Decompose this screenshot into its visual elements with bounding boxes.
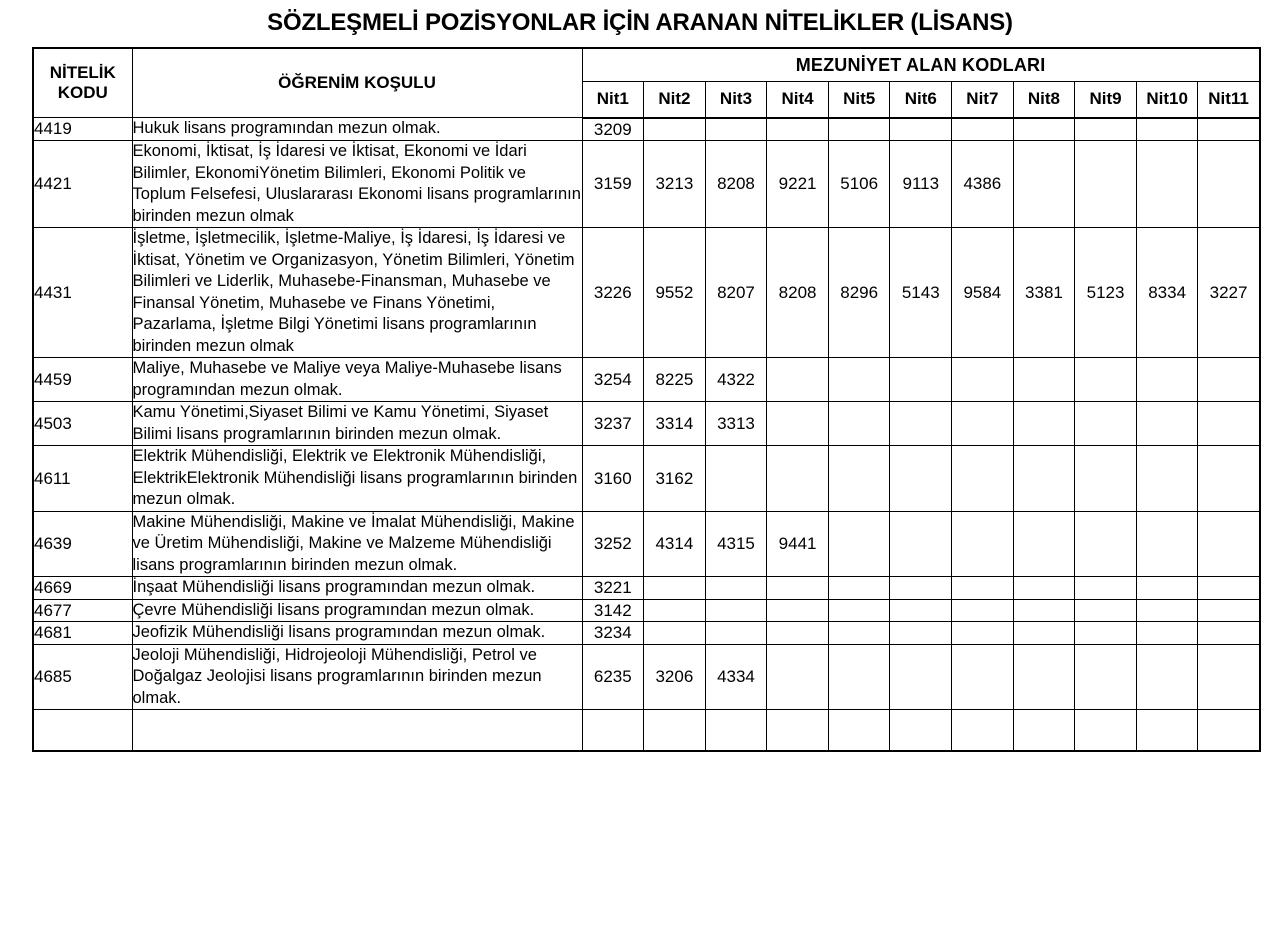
cell-nit3: 8207 bbox=[705, 228, 767, 358]
cell-nit10 bbox=[1136, 644, 1198, 710]
cell-nit8: 3381 bbox=[1013, 228, 1075, 358]
table-row bbox=[33, 599, 1260, 622]
cell-nit3 bbox=[705, 118, 767, 141]
table-row bbox=[33, 446, 1260, 512]
header-nit11: Nit11 bbox=[1198, 82, 1260, 118]
cell-nit11 bbox=[1198, 599, 1260, 622]
header-nit1: Nit1 bbox=[582, 82, 644, 118]
cell-nit7: 9584 bbox=[952, 228, 1014, 358]
table-row bbox=[33, 358, 1260, 402]
page-title: SÖZLEŞMELİ POZİSYONLAR İÇİN ARANAN NİTELİKLER (LİSANS) bbox=[267, 9, 1013, 36]
cell-nit1: 3142 bbox=[582, 599, 644, 622]
table-row bbox=[33, 511, 1260, 577]
cell-nit5 bbox=[828, 599, 890, 622]
header-nit4: Nit4 bbox=[767, 82, 829, 118]
cell-nit1: 3209 bbox=[582, 118, 644, 141]
cell-nit3: 3313 bbox=[705, 402, 767, 446]
cell-nit9 bbox=[1075, 511, 1137, 577]
header-nit9: Nit9 bbox=[1075, 82, 1137, 118]
cell-nit7 bbox=[952, 577, 1014, 600]
cell-nit7 bbox=[952, 402, 1014, 446]
cell-nitelik-kodu: 4639 bbox=[33, 511, 132, 577]
table-row bbox=[33, 577, 1260, 600]
cell-ogrenim-kosulu: Maliye, Muhasebe ve Maliye veya Maliye-Muhasebe lisans programından mezun olmak. bbox=[132, 358, 582, 402]
cell-nit5: 5106 bbox=[828, 141, 890, 228]
cell-nit6: 5143 bbox=[890, 228, 952, 358]
qualifications-table-container bbox=[32, 47, 1259, 752]
cell-nit4 bbox=[767, 644, 829, 710]
cell-nitelik-kodu bbox=[33, 710, 132, 752]
cell-nit5: 8296 bbox=[828, 228, 890, 358]
cell-nit6 bbox=[890, 358, 952, 402]
cell-nit10 bbox=[1136, 599, 1198, 622]
cell-nit4 bbox=[767, 599, 829, 622]
cell-nit2: 8225 bbox=[644, 358, 706, 402]
cell-nit5 bbox=[828, 710, 890, 752]
cell-nit9: 5123 bbox=[1075, 228, 1137, 358]
cell-nit8 bbox=[1013, 402, 1075, 446]
cell-nit6 bbox=[890, 644, 952, 710]
cell-nit9 bbox=[1075, 710, 1137, 752]
cell-ogrenim-kosulu: İşletme, İşletmecilik, İşletme-Maliye, İş İdaresi, İş İdaresi ve İktisat, Yönetim ve Organizasyon, Yönetim Bilimleri, Yönetim Bilimleri ve Liderlik, Muhasebe-Finansman, Muhasebe ve Finansal Yönetim, Muhasebe ve Finans Yönetimi, Pazarlama, İşletme Bilgi Yönetimi lisans programlarının birinden mezun olmak bbox=[132, 228, 582, 358]
cell-nit7 bbox=[952, 118, 1014, 141]
cell-nit4 bbox=[767, 402, 829, 446]
table-body bbox=[33, 118, 1260, 752]
table-row bbox=[33, 118, 1260, 141]
header-nitelik-kodu-line2: KODU bbox=[57, 83, 108, 102]
cell-nit3 bbox=[705, 622, 767, 645]
cell-nit8 bbox=[1013, 577, 1075, 600]
cell-nit1: 3252 bbox=[582, 511, 644, 577]
cell-ogrenim-kosulu: Kamu Yönetimi,Siyaset Bilimi ve Kamu Yönetimi, Siyaset Bilimi lisans programlarının birinden mezun olmak. bbox=[132, 402, 582, 446]
header-nit8: Nit8 bbox=[1013, 82, 1075, 118]
cell-nit1: 3226 bbox=[582, 228, 644, 358]
cell-nit6 bbox=[890, 622, 952, 645]
cell-nit6: 9113 bbox=[890, 141, 952, 228]
cell-nit2: 4314 bbox=[644, 511, 706, 577]
cell-nit10 bbox=[1136, 622, 1198, 645]
header-nit10: Nit10 bbox=[1136, 82, 1198, 118]
cell-nit3 bbox=[705, 577, 767, 600]
cell-nit2 bbox=[644, 118, 706, 141]
cell-nit9 bbox=[1075, 141, 1137, 228]
cell-nit1: 3159 bbox=[582, 141, 644, 228]
cell-nit2: 3162 bbox=[644, 446, 706, 512]
cell-nit3 bbox=[705, 710, 767, 752]
cell-nit6 bbox=[890, 511, 952, 577]
cell-nit2 bbox=[644, 710, 706, 752]
cell-nit5 bbox=[828, 118, 890, 141]
cell-nit11 bbox=[1198, 446, 1260, 512]
cell-nit8 bbox=[1013, 644, 1075, 710]
cell-nit4 bbox=[767, 622, 829, 645]
cell-ogrenim-kosulu: Makine Mühendisliği, Makine ve İmalat Mühendisliği, Makine ve Üretim Mühendisliği, Makine ve Malzeme Mühendisliği lisans programlarının birinden mezun olmak. bbox=[132, 511, 582, 577]
cell-nit3: 4315 bbox=[705, 511, 767, 577]
cell-nit7 bbox=[952, 599, 1014, 622]
cell-nit11 bbox=[1198, 577, 1260, 600]
table-row bbox=[33, 710, 1260, 752]
cell-nitelik-kodu: 4681 bbox=[33, 622, 132, 645]
cell-nit10 bbox=[1136, 446, 1198, 512]
cell-nit1: 3234 bbox=[582, 622, 644, 645]
cell-nitelik-kodu: 4677 bbox=[33, 599, 132, 622]
cell-ogrenim-kosulu: Ekonomi, İktisat, İş İdaresi ve İktisat, Ekonomi ve İdari Bilimler, EkonomiYönetim Bilimleri, Ekonomi Politik ve Toplum Felsefesi, Uluslararası Ekonomi lisans programlarının birinden mezun olmak bbox=[132, 141, 582, 228]
cell-nit4 bbox=[767, 118, 829, 141]
cell-nit2: 9552 bbox=[644, 228, 706, 358]
cell-nit2: 3314 bbox=[644, 402, 706, 446]
cell-nit10 bbox=[1136, 710, 1198, 752]
cell-nit7 bbox=[952, 511, 1014, 577]
cell-nit10 bbox=[1136, 402, 1198, 446]
table-row bbox=[33, 622, 1260, 645]
cell-nit9 bbox=[1075, 358, 1137, 402]
cell-nit1: 3254 bbox=[582, 358, 644, 402]
cell-nitelik-kodu: 4431 bbox=[33, 228, 132, 358]
cell-nit8 bbox=[1013, 599, 1075, 622]
cell-nit4: 9441 bbox=[767, 511, 829, 577]
cell-nit1: 3221 bbox=[582, 577, 644, 600]
cell-nit9 bbox=[1075, 622, 1137, 645]
cell-nit5 bbox=[828, 511, 890, 577]
cell-nit8 bbox=[1013, 141, 1075, 228]
cell-nit7 bbox=[952, 446, 1014, 512]
cell-nit2: 3206 bbox=[644, 644, 706, 710]
cell-nit4: 8208 bbox=[767, 228, 829, 358]
cell-nit10 bbox=[1136, 511, 1198, 577]
table-row bbox=[33, 141, 1260, 228]
header-nit3: Nit3 bbox=[705, 82, 767, 118]
cell-nitelik-kodu: 4503 bbox=[33, 402, 132, 446]
cell-nit11 bbox=[1198, 710, 1260, 752]
header-nit2: Nit2 bbox=[644, 82, 706, 118]
cell-nit10 bbox=[1136, 118, 1198, 141]
header-nitelik-kodu bbox=[33, 48, 132, 118]
cell-nit2 bbox=[644, 577, 706, 600]
cell-nitelik-kodu: 4669 bbox=[33, 577, 132, 600]
cell-nit6 bbox=[890, 118, 952, 141]
cell-nit8 bbox=[1013, 118, 1075, 141]
header-nit6: Nit6 bbox=[890, 82, 952, 118]
cell-nit11 bbox=[1198, 358, 1260, 402]
cell-nit5 bbox=[828, 446, 890, 512]
cell-nit6 bbox=[890, 599, 952, 622]
cell-nit1 bbox=[582, 710, 644, 752]
cell-nit8 bbox=[1013, 511, 1075, 577]
cell-nit4 bbox=[767, 358, 829, 402]
table-header bbox=[33, 48, 1260, 118]
cell-nit10 bbox=[1136, 577, 1198, 600]
cell-nit2 bbox=[644, 622, 706, 645]
cell-nit11 bbox=[1198, 118, 1260, 141]
cell-nit4: 9221 bbox=[767, 141, 829, 228]
cell-nit7 bbox=[952, 622, 1014, 645]
table-row bbox=[33, 402, 1260, 446]
cell-nit8 bbox=[1013, 446, 1075, 512]
cell-nit2: 3213 bbox=[644, 141, 706, 228]
cell-nit4 bbox=[767, 710, 829, 752]
cell-nit9 bbox=[1075, 577, 1137, 600]
cell-nit1: 6235 bbox=[582, 644, 644, 710]
header-nit7: Nit7 bbox=[952, 82, 1014, 118]
cell-nit5 bbox=[828, 358, 890, 402]
cell-nit9 bbox=[1075, 599, 1137, 622]
cell-nit9 bbox=[1075, 446, 1137, 512]
header-row-group bbox=[33, 48, 1260, 82]
cell-nit8 bbox=[1013, 710, 1075, 752]
header-nitelik-kodu-line1: NİTELİK bbox=[49, 63, 116, 82]
cell-nit8 bbox=[1013, 358, 1075, 402]
cell-nitelik-kodu: 4459 bbox=[33, 358, 132, 402]
cell-nit11 bbox=[1198, 644, 1260, 710]
cell-nit10 bbox=[1136, 141, 1198, 228]
cell-nitelik-kodu: 4611 bbox=[33, 446, 132, 512]
cell-nit8 bbox=[1013, 622, 1075, 645]
cell-ogrenim-kosulu: Jeoloji Mühendisliği, Hidrojeoloji Mühendisliği, Petrol ve Doğalgaz Jeolojisi lisans programlarının birinden mezun olmak. bbox=[132, 644, 582, 710]
cell-nit3: 8208 bbox=[705, 141, 767, 228]
cell-nit5 bbox=[828, 402, 890, 446]
cell-ogrenim-kosulu: Çevre Mühendisliği lisans programından mezun olmak. bbox=[132, 599, 582, 622]
cell-nit10 bbox=[1136, 358, 1198, 402]
cell-nit7 bbox=[952, 710, 1014, 752]
cell-nit9 bbox=[1075, 644, 1137, 710]
cell-nit4 bbox=[767, 577, 829, 600]
cell-ogrenim-kosulu: Elektrik Mühendisliği, Elektrik ve Elektronik Mühendisliği, ElektrikElektronik Mühendisliği lisans programlarının birinden mezun olmak. bbox=[132, 446, 582, 512]
qualifications-table bbox=[32, 47, 1261, 752]
cell-nit1: 3160 bbox=[582, 446, 644, 512]
cell-nit4 bbox=[767, 446, 829, 512]
cell-nit9 bbox=[1075, 118, 1137, 141]
cell-nitelik-kodu: 4421 bbox=[33, 141, 132, 228]
cell-nit3 bbox=[705, 446, 767, 512]
cell-nit11 bbox=[1198, 511, 1260, 577]
cell-nit9 bbox=[1075, 402, 1137, 446]
cell-nit6 bbox=[890, 710, 952, 752]
cell-nit6 bbox=[890, 402, 952, 446]
cell-nit7 bbox=[952, 644, 1014, 710]
cell-ogrenim-kosulu: Hukuk lisans programından mezun olmak. bbox=[132, 118, 582, 141]
cell-nit3: 4334 bbox=[705, 644, 767, 710]
cell-nit3 bbox=[705, 599, 767, 622]
cell-nit6 bbox=[890, 577, 952, 600]
cell-nit10: 8334 bbox=[1136, 228, 1198, 358]
cell-nit5 bbox=[828, 644, 890, 710]
cell-ogrenim-kosulu: Jeofizik Mühendisliği lisans programından mezun olmak. bbox=[132, 622, 582, 645]
cell-nit7 bbox=[952, 358, 1014, 402]
table-row bbox=[33, 644, 1260, 710]
cell-nit11 bbox=[1198, 622, 1260, 645]
table-row bbox=[33, 228, 1260, 358]
cell-nit3: 4322 bbox=[705, 358, 767, 402]
cell-nit6 bbox=[890, 446, 952, 512]
cell-nit7: 4386 bbox=[952, 141, 1014, 228]
cell-nit1: 3237 bbox=[582, 402, 644, 446]
header-ogrenim-kosulu: ÖĞRENİM KOŞULU bbox=[132, 48, 582, 118]
cell-nit5 bbox=[828, 577, 890, 600]
cell-nitelik-kodu: 4685 bbox=[33, 644, 132, 710]
cell-nit11 bbox=[1198, 402, 1260, 446]
cell-nitelik-kodu: 4419 bbox=[33, 118, 132, 141]
header-nit5: Nit5 bbox=[828, 82, 890, 118]
cell-ogrenim-kosulu bbox=[132, 710, 582, 752]
cell-nit5 bbox=[828, 622, 890, 645]
header-mezuniyet-alan-kodlari: MEZUNİYET ALAN KODLARI bbox=[582, 48, 1260, 82]
cell-nit11: 3227 bbox=[1198, 228, 1260, 358]
cell-nit2 bbox=[644, 599, 706, 622]
cell-nit11 bbox=[1198, 141, 1260, 228]
cell-ogrenim-kosulu: İnşaat Mühendisliği lisans programından mezun olmak. bbox=[132, 577, 582, 600]
